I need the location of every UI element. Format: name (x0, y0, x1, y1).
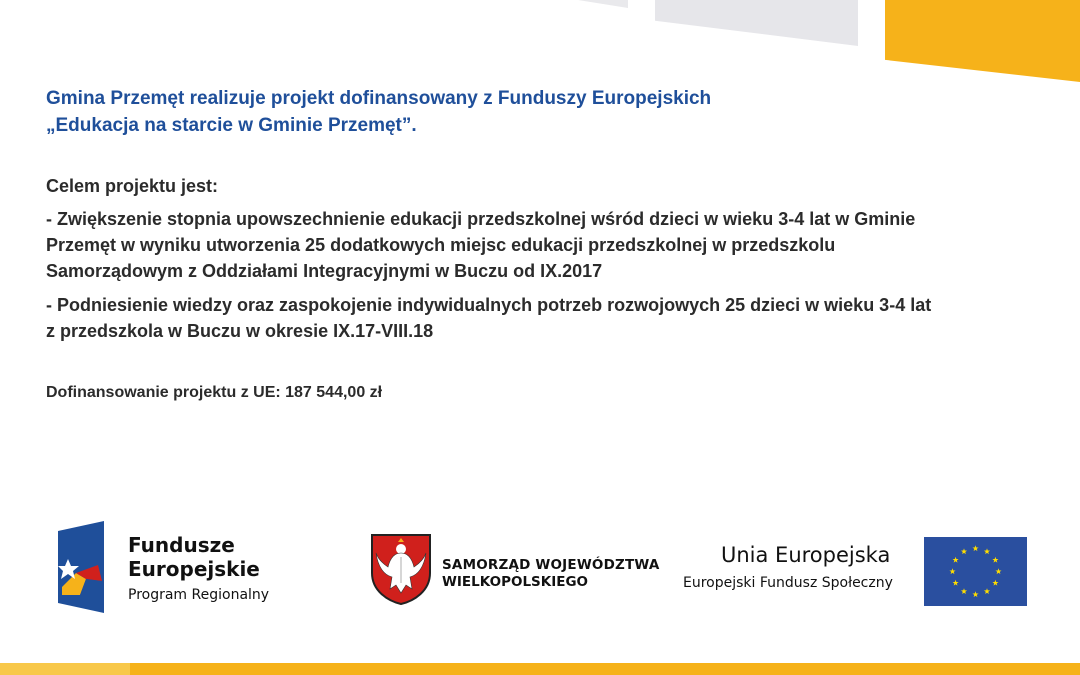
fundusze-europejskie-icon (58, 521, 116, 613)
project-title-line-2: „Edukacja na starcie w Gminie Przemęt”. (46, 115, 417, 136)
top-yellow-stripe (885, 0, 1080, 82)
fundusze-europejskie-logo (58, 521, 318, 617)
top-grey-stripe (655, 0, 858, 46)
white-eagle-crest-icon (370, 533, 432, 605)
goal-2-line-2: z przedszkola w Buczu w okresie IX.17-VIII.18 (46, 321, 434, 341)
goal-1-line-3: Samorządowym z Oddziałami Integracyjnymi w Buczu od IX.2017 (46, 261, 603, 281)
top-grey-stripe-small (578, 0, 628, 8)
wlkp-line-1: SAMORZĄD WOJEWÓDZTWA (442, 557, 660, 573)
eu-flag-icon (924, 537, 1027, 606)
fe-name-line-2: Europejskie (128, 557, 260, 581)
ue-fund-name: Europejski Fundusz Społeczny (683, 575, 893, 591)
bottom-yellow-stripe (0, 663, 1080, 675)
fe-program: Program Regionalny (128, 587, 270, 603)
funding-amount: Dofinansowanie projektu z UE: 187 544,00 zł (46, 384, 383, 401)
goals-heading: Celem projektu jest: (46, 176, 219, 196)
wlkp-line-2: WIELKOPOLSKIEGO (442, 574, 589, 590)
wielkopolska-logo (370, 533, 660, 609)
goal-1-line-2: Przemęt w wyniku utworzenia 25 dodatkowych miejsc edukacji przedszkolnej w przedszkolu (46, 235, 836, 255)
ue-name: Unia Europejska (721, 543, 891, 567)
goal-2-line-1: - Podniesienie wiedzy oraz zaspokojenie indywidualnych potrzeb rozwojowych 25 dzieci w wieku 3-4 lat (46, 295, 932, 315)
fe-name-line-1: Fundusze (128, 533, 235, 557)
project-title-line-1: Gmina Przemęt realizuje projekt dofinansowany z Funduszy Europejskich (46, 88, 712, 109)
goal-1-line-1: - Zwiększenie stopnia upowszechnienie edukacji przedszkolnej wśród dzieci w wieku 3-4 lat w Gminie (46, 209, 916, 229)
